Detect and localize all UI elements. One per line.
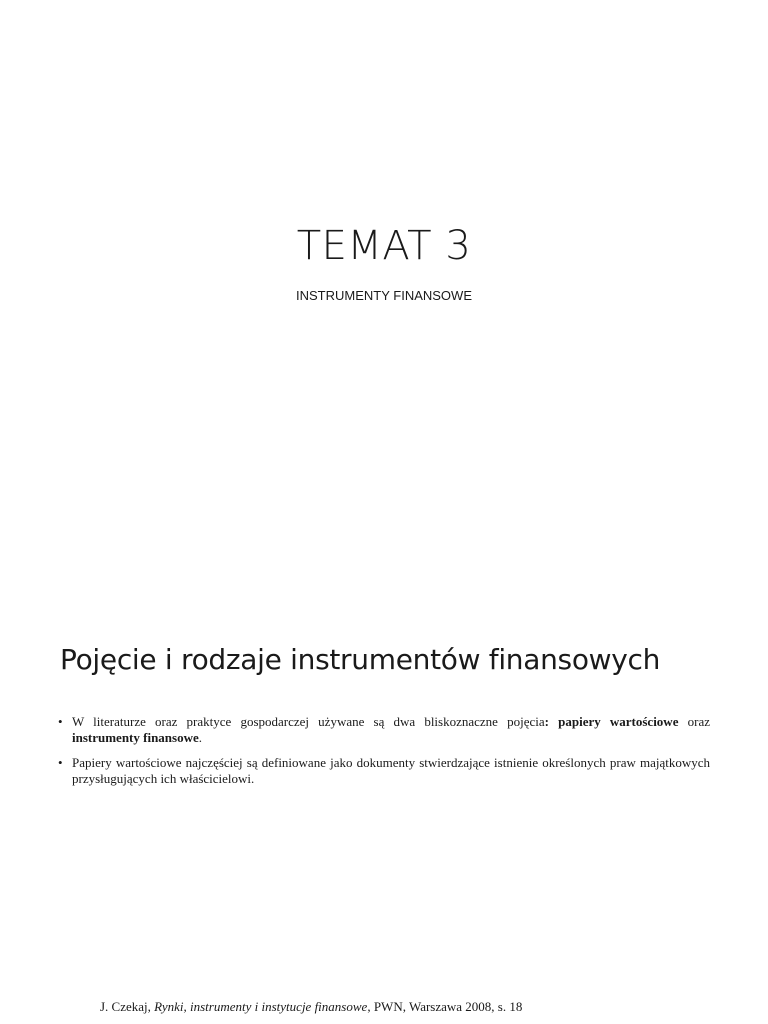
bullet-1-text: W literaturze oraz praktyce gospodarczej używane są dwa bliskoznaczne pojęcia [72,714,545,729]
bullet-icon: • [58,755,63,770]
slide-title: TEMAT 3 [296,223,472,269]
bullet-1-term-2: instrumenty finansowe [72,730,199,745]
bullet-icon: • [58,714,63,729]
slide-subtitle: INSTRUMENTY FINANSOWE [296,288,472,303]
footnote-citation [100,998,740,1016]
bullet-list [58,714,710,796]
bullet-item-1 [58,714,710,746]
bullet-1-connector: oraz [678,714,711,729]
content-slide [0,512,768,1024]
bullet-2-text: Papiery wartościowe najczęściej są definiowane jako dokumenty stwierdzające istnienie określonych praw majątkowych przysługujących ich właścicielowi. [72,755,710,786]
citation-author: J. Czekaj, [100,999,155,1014]
citation-book-title: Rynki, instrumenty i instytucje finansowe [154,999,368,1014]
bullet-item-2 [58,755,710,787]
citation-details: , PWN, Warszawa 2008, s. 18 [367,999,523,1014]
bullet-1-term-1: : papiery wartościowe [544,714,679,729]
bullet-1-end: . [198,730,203,745]
content-heading: Pojęcie i rodzaje instrumentów finansowych [60,643,661,676]
